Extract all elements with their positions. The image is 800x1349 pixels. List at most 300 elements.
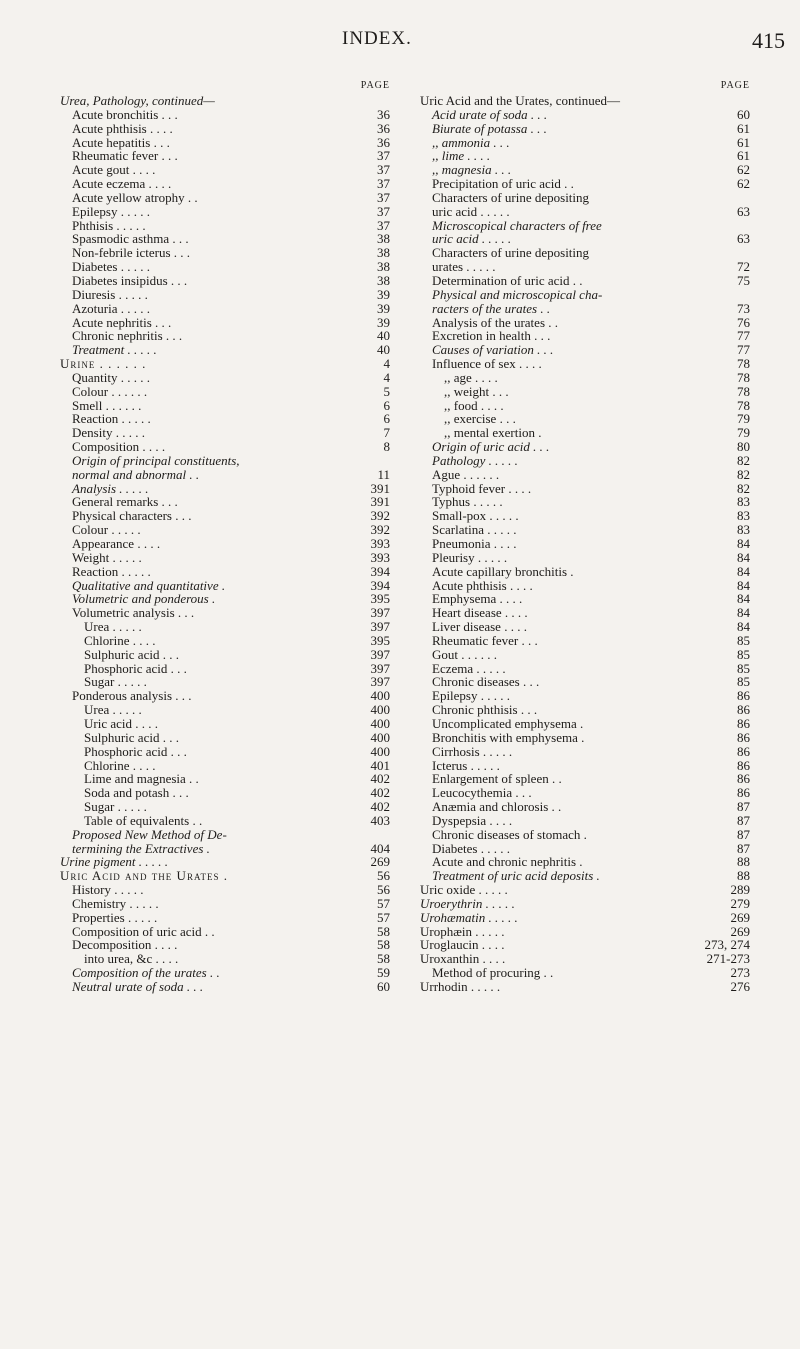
index-entry — [60, 468, 390, 482]
entry-term: Diuresis . . . . . — [72, 286, 148, 302]
entry-page: 400 — [370, 688, 390, 704]
index-entry — [420, 412, 750, 426]
index-entry — [60, 869, 390, 883]
running-head — [0, 28, 800, 58]
page-column-label: PAGE — [720, 80, 750, 91]
index-entry — [420, 523, 750, 537]
entry-term: Gout . . . . . . — [432, 646, 497, 662]
entry-page: 400 — [370, 715, 390, 731]
entry-page: 78 — [737, 383, 750, 399]
index-entry — [420, 468, 750, 482]
index-entry — [420, 288, 750, 302]
entry-term: Acute bronchitis . . . — [72, 106, 178, 122]
index-entry — [60, 579, 390, 593]
entry-term: Acute eczema . . . . — [72, 176, 172, 192]
index-entry — [420, 440, 750, 454]
entry-term: Heart disease . . . . — [432, 605, 528, 621]
entry-term: Sulphuric acid . . . — [84, 646, 179, 662]
entry-term: Dyspepsia . . . . — [432, 812, 513, 828]
entry-page: 56 — [377, 868, 390, 884]
entry-term: Treatment of uric acid deposits . — [432, 868, 600, 884]
entry-page: 40 — [377, 342, 390, 358]
entry-term: Colour . . . . . — [72, 522, 141, 538]
index-entry — [60, 911, 390, 925]
entry-term: Sugar . . . . . — [84, 674, 147, 690]
index-entry — [420, 648, 750, 662]
entry-term: Sugar . . . . . — [84, 799, 147, 815]
index-entry — [420, 828, 750, 842]
index-entry — [60, 495, 390, 509]
entry-term: Composition of uric acid . . — [72, 923, 215, 939]
index-entry — [60, 288, 390, 302]
entry-term: Volumetric and ponderous . — [72, 591, 216, 607]
entry-page: 82 — [737, 452, 750, 468]
entry-page: 37 — [377, 148, 390, 164]
entry-term: Phthisis . . . . . — [72, 217, 146, 233]
index-entry — [60, 842, 390, 856]
index-entry — [60, 800, 390, 814]
entry-page: 269 — [370, 854, 390, 870]
entry-term: Pleurisy . . . . . — [432, 549, 508, 565]
index-entry — [420, 689, 750, 703]
page-column-label: PAGE — [360, 80, 390, 91]
index-entry — [60, 980, 390, 994]
entry-page: 397 — [370, 646, 390, 662]
entry-term: Analysis of the urates . . — [432, 314, 559, 330]
entry-term: Bronchitis with emphysema . — [432, 729, 585, 745]
entry-page: 83 — [737, 494, 750, 510]
entry-page: 87 — [737, 840, 750, 856]
index-entry — [60, 108, 390, 122]
entry-term: Uncomplicated emphysema . — [432, 715, 584, 731]
entry-page: 58 — [377, 937, 390, 953]
entry-page: 393 — [370, 549, 390, 565]
index-entry — [60, 454, 390, 468]
entry-term: Azoturia . . . . . — [72, 300, 150, 316]
entry-term: Typhoid fever . . . . — [432, 480, 532, 496]
entry-term: Uric Acid and the Urates, continued— — [420, 93, 620, 108]
entry-term: Proposed New Method of De- — [72, 826, 227, 842]
entry-term: Physical characters . . . — [72, 508, 192, 524]
entry-page: 56 — [377, 882, 390, 898]
entry-page: 61 — [737, 120, 750, 136]
entry-term: Quantity . . . . . — [72, 369, 150, 385]
entry-term: Acute and chronic nephritis . — [432, 854, 583, 870]
index-entry — [60, 814, 390, 828]
index-entry — [60, 537, 390, 551]
entry-page: 391 — [370, 480, 390, 496]
index-entry — [60, 260, 390, 274]
entry-term: Composition of the urates . . — [72, 965, 220, 981]
index-entry — [420, 246, 750, 260]
entry-page: 39 — [377, 286, 390, 302]
index-entry — [420, 551, 750, 565]
entry-term: Origin of uric acid . . . — [432, 439, 550, 455]
index-entry — [60, 329, 390, 343]
entry-page: 77 — [737, 342, 750, 358]
entry-term: racters of the urates . . — [432, 300, 551, 316]
index-entry — [420, 385, 750, 399]
entry-page: 73 — [737, 300, 750, 316]
index-entry — [420, 136, 750, 150]
index-entry — [60, 163, 390, 177]
index-entry — [420, 745, 750, 759]
entry-page: 269 — [730, 923, 750, 939]
entry-page: 8 — [383, 439, 390, 455]
index-entry — [420, 606, 750, 620]
entry-term: Urea, Pathology, continued— — [60, 93, 215, 108]
entry-term: uric acid . . . . . — [432, 203, 510, 219]
entry-term: Chronic phthisis . . . — [432, 702, 538, 718]
entry-page: 86 — [737, 757, 750, 773]
entry-term: Chemistry . . . . . — [72, 895, 159, 911]
index-entry — [420, 399, 750, 413]
entry-page: 276 — [730, 979, 750, 994]
entry-term: History . . . . . — [72, 882, 144, 898]
entry-page: 39 — [377, 300, 390, 316]
entry-page: 400 — [370, 743, 390, 759]
index-entry — [60, 620, 390, 634]
entry-page: 37 — [377, 217, 390, 233]
entry-term: Table of equivalents . . — [84, 812, 203, 828]
entry-page: 84 — [737, 619, 750, 635]
entry-term: Microscopical characters of free — [432, 217, 602, 233]
entry-page: 85 — [737, 674, 750, 690]
index-entry — [420, 925, 750, 939]
index-entry — [420, 329, 750, 343]
entry-term: Urea . . . . . — [84, 702, 142, 718]
entry-term: Determination of uric acid . . — [432, 272, 583, 288]
entry-term: Reaction . . . . . — [72, 411, 151, 427]
entry-page: 38 — [377, 272, 390, 288]
entry-term: Method of procuring . . — [432, 965, 554, 981]
entry-page: 5 — [383, 383, 390, 399]
index-entry — [420, 316, 750, 330]
entry-term: Urine . . . . . . — [60, 356, 147, 372]
entry-page: 77 — [737, 328, 750, 344]
index-entry — [420, 731, 750, 745]
entry-page: 60 — [377, 979, 390, 994]
index-entry — [60, 551, 390, 565]
entry-term: Small-pox . . . . . — [432, 508, 519, 524]
index-entry — [420, 274, 750, 288]
entry-term: Liver disease . . . . — [432, 619, 527, 635]
entry-term: Pneumonia . . . . — [432, 536, 517, 551]
index-entry — [420, 675, 750, 689]
entry-term: Anæmia and chlorosis . . — [432, 799, 562, 815]
entry-page: 404 — [370, 840, 390, 856]
index-entry — [60, 412, 390, 426]
index-entry — [420, 620, 750, 634]
index-entry — [420, 786, 750, 800]
index-entry — [60, 731, 390, 745]
entry-term: ,, weight . . . — [444, 383, 509, 399]
entry-term: Cirrhosis . . . . . — [432, 743, 513, 759]
entry-term: Uric acid . . . . — [84, 715, 159, 731]
entry-page: 87 — [737, 812, 750, 828]
running-title: INDEX. — [342, 28, 412, 49]
index-entry — [420, 842, 750, 856]
entry-page: 61 — [737, 134, 750, 150]
entry-page: 84 — [737, 563, 750, 579]
index-entry — [420, 911, 750, 925]
entry-page: 75 — [737, 272, 750, 288]
entry-term: Analysis . . . . . — [72, 480, 149, 496]
entry-term: Typhus . . . . . — [432, 494, 503, 510]
entry-term: General remarks . . . — [72, 494, 178, 510]
entry-page: 39 — [377, 314, 390, 330]
entry-page: 37 — [377, 162, 390, 178]
entry-page: 394 — [370, 577, 390, 593]
entry-term: Diabetes insipidus . . . — [72, 272, 188, 288]
entry-page: 6 — [383, 397, 390, 413]
entry-term: Uroglaucin . . . . — [420, 937, 505, 953]
entry-term: Influence of sex . . . . — [432, 356, 542, 372]
entry-term: Chronic nephritis . . . — [72, 328, 183, 344]
index-entry — [420, 869, 750, 883]
entry-page: 36 — [377, 120, 390, 136]
entry-page: 57 — [377, 909, 390, 925]
index-entry — [60, 205, 390, 219]
entry-term: Epilepsy . . . . . — [432, 688, 510, 704]
left-entry-list — [60, 94, 390, 994]
entry-page: 4 — [383, 356, 390, 372]
index-entry — [420, 482, 750, 496]
entry-page: 6 — [383, 411, 390, 427]
index-entry — [60, 786, 390, 800]
entry-term: Uroxanthin . . . . — [420, 951, 506, 967]
index-entry — [60, 675, 390, 689]
entry-term: Diabetes . . . . . — [432, 840, 510, 856]
entry-term: Acute gout . . . . — [72, 162, 156, 178]
entry-term: Acute phthisis . . . . — [72, 120, 173, 136]
entry-page: 397 — [370, 619, 390, 635]
index-entry — [60, 385, 390, 399]
entry-page: 63 — [737, 203, 750, 219]
entry-term: Spasmodic asthma . . . — [72, 231, 189, 247]
entry-term: Urohæmatin . . . . . — [420, 909, 518, 925]
entry-term: Eczema . . . . . — [432, 660, 506, 676]
index-entry — [60, 828, 390, 842]
entry-page: 395 — [370, 591, 390, 607]
entry-page: 85 — [737, 632, 750, 648]
index-entry — [420, 495, 750, 509]
entry-term: Rheumatic fever . . . — [432, 632, 538, 648]
entry-page: 78 — [737, 397, 750, 413]
entry-page: 82 — [737, 466, 750, 482]
entry-term: Rheumatic fever . . . — [72, 148, 178, 164]
entry-term: Decomposition . . . . — [72, 937, 178, 953]
index-entry — [60, 149, 390, 163]
entry-page: 79 — [737, 425, 750, 441]
index-entry — [420, 108, 750, 122]
entry-term: Biurate of potassa . . . — [432, 120, 547, 136]
entry-term: Pathology . . . . . — [432, 452, 518, 468]
index-entry — [60, 523, 390, 537]
entry-page: 289 — [730, 882, 750, 898]
index-entry — [60, 592, 390, 606]
entry-page: 61 — [737, 148, 750, 164]
entry-page: 397 — [370, 605, 390, 621]
entry-term: ,, exercise . . . — [444, 411, 516, 427]
entry-term: ,, magnesia . . . — [432, 162, 512, 178]
index-entry — [420, 565, 750, 579]
entry-page: 62 — [737, 176, 750, 192]
entry-term: Chlorine . . . . — [84, 757, 156, 773]
entry-page: 82 — [737, 480, 750, 496]
index-entry — [420, 703, 750, 717]
entry-term: Density . . . . . — [72, 425, 145, 441]
entry-page: 391 — [370, 494, 390, 510]
index-entry — [420, 634, 750, 648]
entry-term: Acute hepatitis . . . — [72, 134, 170, 150]
index-entry — [60, 357, 390, 371]
entry-term: uric acid . . . . . — [432, 231, 512, 247]
entry-page: 400 — [370, 702, 390, 718]
entry-term: Sulphuric acid . . . — [84, 729, 179, 745]
index-entry — [420, 759, 750, 773]
entry-page: 269 — [730, 909, 750, 925]
entry-term: Ponderous analysis . . . — [72, 688, 192, 704]
entry-term: Composition . . . . — [72, 439, 166, 455]
entry-term: Appearance . . . . — [72, 536, 161, 551]
entry-page: 60 — [737, 106, 750, 122]
entry-term: Chronic diseases . . . — [432, 674, 540, 690]
entry-page: 76 — [737, 314, 750, 330]
index-entry — [60, 343, 390, 357]
index-entry — [60, 897, 390, 911]
index-entry — [420, 883, 750, 897]
entry-term: Epilepsy . . . . . — [72, 203, 150, 219]
index-entry — [60, 177, 390, 191]
right-column — [420, 80, 750, 994]
index-entry — [60, 759, 390, 773]
entry-term: Acute phthisis . . . . — [432, 577, 533, 593]
index-entry — [420, 537, 750, 551]
entry-term: Diabetes . . . . . — [72, 259, 150, 275]
entry-term: ,, food . . . . — [444, 397, 504, 413]
entry-term: Physical and microscopical cha- — [432, 286, 603, 302]
index-entry — [60, 426, 390, 440]
index-entry — [420, 219, 750, 233]
index-entry — [420, 177, 750, 191]
index-entry — [420, 426, 750, 440]
index-entry — [60, 371, 390, 385]
entry-page: 58 — [377, 923, 390, 939]
index-entry — [420, 260, 750, 274]
index-entry — [60, 772, 390, 786]
entry-page: 397 — [370, 674, 390, 690]
index-entry — [60, 274, 390, 288]
index-entry — [60, 883, 390, 897]
index-entry — [60, 440, 390, 454]
index-entry — [60, 565, 390, 579]
index-entry — [420, 357, 750, 371]
entry-term: Phosphoric acid . . . — [84, 743, 187, 759]
index-entry — [420, 855, 750, 869]
index-entry — [60, 246, 390, 260]
index-entry — [60, 302, 390, 316]
entry-term: Acid urate of soda . . . — [432, 106, 548, 122]
entry-page: 400 — [370, 729, 390, 745]
entry-term: Uroerythrin . . . . . — [420, 895, 515, 911]
index-entry — [60, 136, 390, 150]
index-entry — [60, 606, 390, 620]
index-entry — [420, 592, 750, 606]
index-entry — [60, 703, 390, 717]
entry-term: Ague . . . . . . — [432, 466, 500, 482]
entry-term: Chronic diseases of stomach . — [432, 826, 587, 842]
index-entry — [420, 952, 750, 966]
entry-page: 86 — [737, 715, 750, 731]
entry-term: Origin of principal constituents, — [72, 452, 240, 468]
entry-term: Lime and magnesia . . — [84, 771, 199, 787]
entry-term: termining the Extractives . — [72, 840, 210, 856]
entry-term: Icterus . . . . . — [432, 757, 500, 773]
entry-term: Uric oxide . . . . . — [420, 882, 508, 898]
entry-term: ,, lime . . . . — [432, 148, 491, 164]
entry-page: 40 — [377, 328, 390, 344]
index-entry — [60, 509, 390, 523]
entry-term: Urophæin . . . . . — [420, 923, 505, 939]
entry-term: Enlargement of spleen . . — [432, 771, 562, 787]
entry-term: Colour . . . . . . — [72, 383, 148, 399]
entry-page: 37 — [377, 176, 390, 192]
entry-page: 58 — [377, 951, 390, 967]
entry-page: 37 — [377, 189, 390, 205]
index-entry — [420, 966, 750, 980]
entry-page: 86 — [737, 688, 750, 704]
entry-page: 84 — [737, 549, 750, 565]
entry-page: 11 — [377, 466, 390, 482]
index-entry — [60, 94, 390, 108]
index-entry — [420, 232, 750, 246]
entry-term: Acute nephritis . . . — [72, 314, 172, 330]
entry-term: Urrhodin . . . . . — [420, 979, 501, 994]
index-entry — [420, 371, 750, 385]
entry-term: Scarlatina . . . . . — [432, 522, 517, 538]
entry-page: 273 — [730, 965, 750, 981]
entry-page: 86 — [737, 771, 750, 787]
index-entry — [420, 94, 750, 108]
entry-page: 4 — [383, 369, 390, 385]
entry-page: 84 — [737, 605, 750, 621]
index-entry — [420, 509, 750, 523]
entry-term: Non-febrile icterus . . . — [72, 245, 191, 261]
index-entry — [420, 149, 750, 163]
index-entry — [60, 966, 390, 980]
entry-term: Soda and potash . . . — [84, 785, 189, 801]
entry-term: ,, age . . . . — [444, 369, 498, 385]
entry-page: 88 — [737, 868, 750, 884]
entry-term: normal and abnormal . . — [72, 466, 200, 482]
entry-term: Excretion in health . . . — [432, 328, 551, 344]
page-number: 415 — [752, 28, 785, 53]
entry-page: 85 — [737, 646, 750, 662]
index-entry — [420, 980, 750, 994]
entry-term: Qualitative and quantitative . — [72, 577, 226, 593]
index-entry — [60, 232, 390, 246]
entry-page: 84 — [737, 591, 750, 607]
entry-page: 38 — [377, 259, 390, 275]
entry-page: 36 — [377, 134, 390, 150]
entry-page: 85 — [737, 660, 750, 676]
entry-page: 80 — [737, 439, 750, 455]
entry-page: 37 — [377, 203, 390, 219]
index-entry — [420, 205, 750, 219]
index-entry — [60, 952, 390, 966]
index-entry — [420, 772, 750, 786]
